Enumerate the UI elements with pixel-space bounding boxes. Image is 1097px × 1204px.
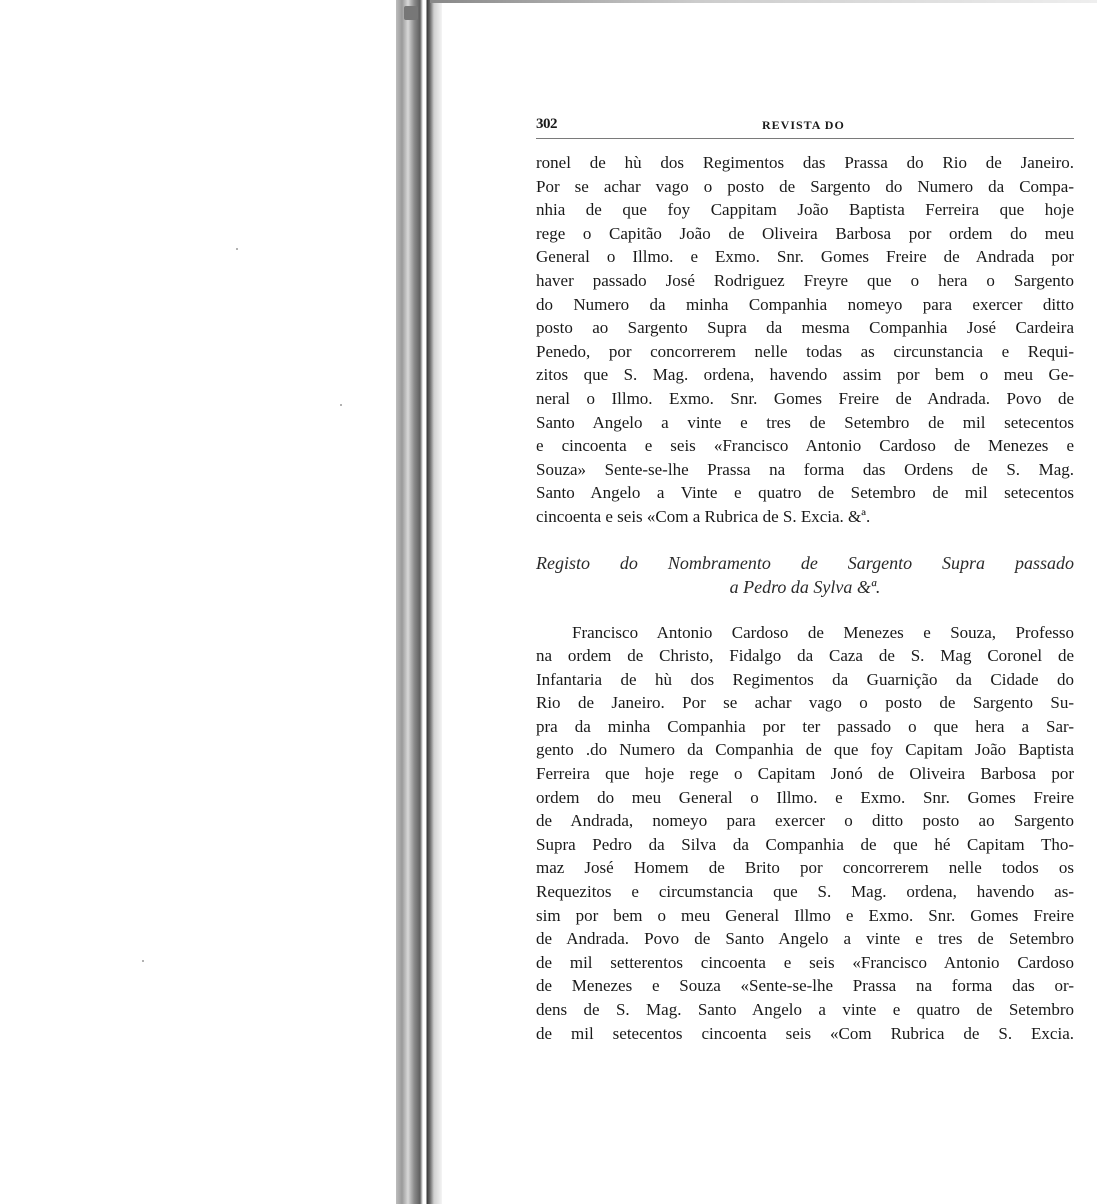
text-line: posto ao Sargento Supra da mesma Companhia José Cardeira [536, 318, 1074, 338]
text-line: ordem do meu General o Illmo. e Exmo. Snr. Gomes Freire [536, 787, 1074, 807]
text-line: dens de S. Mag. Santo Angelo a vinte e quatro de Setembro [536, 1000, 1074, 1019]
binding-mark [404, 6, 418, 20]
text-line: nhia de que foy Cappitam João Baptista Ferreira que hoje [536, 200, 1074, 220]
text-line: de Menezes e Souza «Sente-se-lhe Prassa na forma das or- [536, 976, 1074, 996]
section-title [536, 551, 1074, 599]
text-line: gento .do Numero da Companhia de que foy Capitam João Baptista [536, 740, 1074, 760]
text-line: Requezitos e circumstancia que S. Mag. ordena, havendo as- [536, 882, 1074, 902]
paragraph-2 [536, 621, 1074, 1046]
text-line: ronel de hù dos Regimentos das Prassa do Rio de Janeiro. [536, 153, 1074, 172]
text-line: Por se achar vago o posto de Sargento do Numero da Compa- [536, 176, 1074, 196]
text-line: do Numero da minha Companhia nomeyo para exercer ditto [536, 294, 1074, 314]
text-line: Ferreira que hoje rege o Capitam Jonó de Oliveira Barbosa por [536, 764, 1074, 784]
text-line: Supra Pedro da Silva da Companhia de que hé Capitam Tho- [536, 834, 1074, 854]
text-line: Infantaria de hù dos Regimentos da Guarnição da Cidade do [536, 669, 1074, 689]
text-line: e cincoenta e seis «Francisco Antonio Cardoso de Menezes e [536, 436, 1074, 456]
running-head: REVISTA DO [762, 118, 845, 132]
book-gutter [396, 0, 442, 1204]
text-line: de Andrada. Povo de Santo Angelo a vinte e tres de Setembro [536, 929, 1074, 949]
text-line: General o Illmo. e Exmo. Snr. Gomes Freire de Andrada por [536, 247, 1074, 267]
text-line: cincoenta e seis «Com a Rubrica de S. Excia. &ª. [536, 506, 871, 526]
text-line: de mil setecentos cincoenta seis «Com Rubrica de S. Excia. [536, 1023, 1074, 1043]
paper-speck [340, 404, 342, 406]
text-line: pra da minha Companhia por ter passado o que hera a Sar- [536, 716, 1074, 736]
text-line: de Andrada, nomeyo para exercer o ditto posto ao Sargento [536, 811, 1074, 831]
paper-speck [142, 960, 144, 962]
text-line: maz José Homem de Brito por concorrerem nelle todos os [536, 858, 1074, 878]
printed-page [536, 112, 1074, 1045]
section-title-line: Registo do Nombramento de Sargento Supra passado [536, 552, 1074, 573]
page-top-edge [430, 0, 1097, 3]
text-line: Rio de Janeiro. Por se achar vago o posto de Sargento Su- [536, 693, 1074, 713]
text-line: rege o Capitão João de Oliveira Barbosa por ordem do meu [536, 223, 1074, 243]
text-line: de mil setterentos cincoenta e seis «Francisco Antonio Cardoso [536, 952, 1074, 972]
text-line: haver passado José Rodriguez Freyre que o hera o Sargento [536, 270, 1074, 290]
section-title-line: a Pedro da Sylva &ª. [729, 576, 881, 597]
text-line: Santo Angelo a vinte e tres de Setembro de mil setecentos [536, 412, 1074, 432]
text-line: Santo Angelo a Vinte e quatro de Setembro de mil setecentos [536, 483, 1074, 503]
text-line: zitos que S. Mag. ordena, havendo assim por bem o meu Ge- [536, 365, 1074, 385]
paper-speck [236, 248, 238, 250]
page-header [536, 112, 1074, 139]
text-line: Souza» Sente-se-lhe Prassa na forma das Ordens de S. Mag. [536, 459, 1074, 479]
text-line: sim por bem o meu General Illmo e Exmo. Snr. Gomes Freire [536, 905, 1074, 925]
page-number: 302 [536, 116, 557, 132]
blank-left-page [0, 0, 396, 1204]
text-line: na ordem de Christo, Fidalgo da Caza de S. Mag Coronel de [536, 646, 1074, 666]
text-line: neral o Illmo. Exmo. Snr. Gomes Freire de Andrada. Povo de [536, 388, 1074, 408]
text-line: Penedo, por concorrerem nelle todas as circunstancia e Requi- [536, 341, 1074, 361]
paragraph-1 [536, 151, 1074, 529]
text-line: Francisco Antonio Cardoso de Menezes e Souza, Professo [572, 622, 1074, 642]
